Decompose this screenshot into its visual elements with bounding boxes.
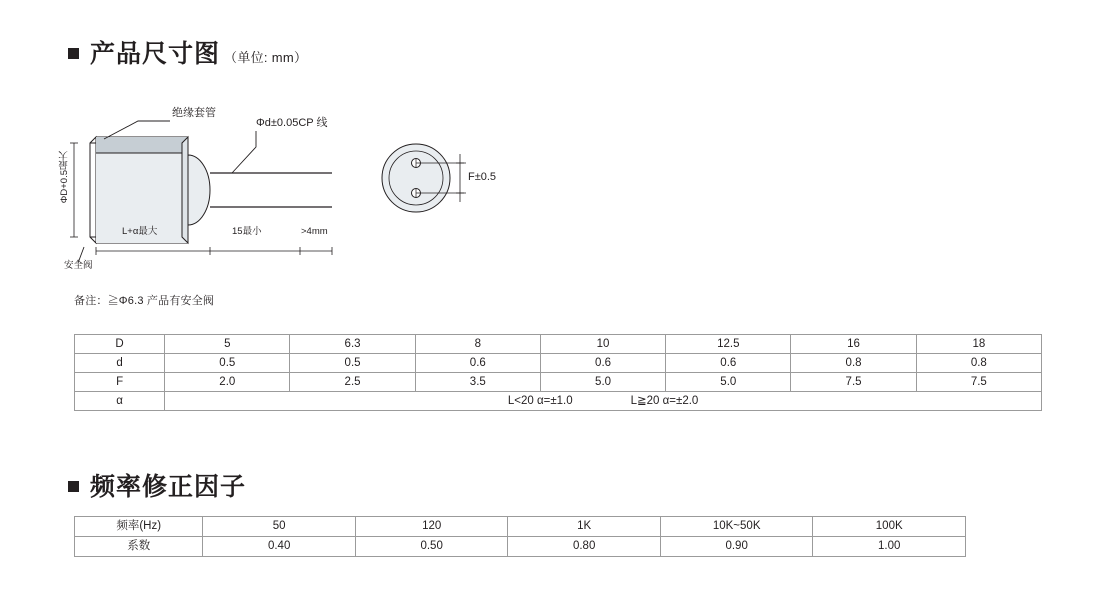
dimension-unit-label: （单位: mm） bbox=[224, 50, 308, 65]
table-row bbox=[75, 392, 1042, 411]
square-bullet-icon bbox=[68, 481, 79, 492]
cell: 0.80 bbox=[508, 537, 661, 557]
alpha-long: L≧20 α=±2.0 bbox=[630, 395, 699, 407]
row-head: d bbox=[75, 354, 165, 373]
cell: 16 bbox=[791, 335, 916, 354]
cell: 0.8 bbox=[916, 354, 1041, 373]
alpha-tolerance-cell bbox=[165, 392, 1042, 411]
cell: 1K bbox=[508, 517, 661, 537]
frequency-title: 频率修正因子 bbox=[90, 473, 247, 501]
cell: 12.5 bbox=[666, 335, 791, 354]
frequency-section-heading bbox=[68, 475, 246, 500]
row-head: D bbox=[75, 335, 165, 354]
cell: 10K~50K bbox=[660, 517, 813, 537]
dimension-note: 备注：≧Φ6.3 产品有安全阀 bbox=[74, 295, 215, 307]
cell: 7.5 bbox=[916, 373, 1041, 392]
table-row bbox=[75, 517, 966, 537]
cell: 50 bbox=[203, 517, 356, 537]
cell: 120 bbox=[355, 517, 508, 537]
cell: 0.5 bbox=[165, 354, 290, 373]
label-lead-length: 15最小 bbox=[232, 226, 262, 237]
table-row bbox=[75, 335, 1042, 354]
label-lead-wire: Φd±0.05CP 线 bbox=[256, 117, 328, 129]
label-pitch-F: F±0.5 bbox=[468, 171, 497, 183]
cell: 3.5 bbox=[415, 373, 540, 392]
label-body-length: L+α最大 bbox=[122, 226, 158, 237]
cell: 5 bbox=[165, 335, 290, 354]
cell: 6.3 bbox=[290, 335, 415, 354]
cell: 8 bbox=[415, 335, 540, 354]
cell: 0.8 bbox=[791, 354, 916, 373]
capacitor-top-view-drawing bbox=[370, 130, 530, 240]
top-view-svg bbox=[370, 130, 530, 240]
cell: 0.40 bbox=[203, 537, 356, 557]
square-bullet-icon bbox=[68, 48, 79, 59]
cell: 5.0 bbox=[540, 373, 665, 392]
dimension-table bbox=[74, 334, 1042, 411]
label-outer-diameter: ΦD+0.5最大 bbox=[59, 151, 70, 204]
cell: 0.50 bbox=[355, 537, 508, 557]
page-title: 产品尺寸图 bbox=[90, 40, 221, 68]
table-row bbox=[75, 373, 1042, 392]
cell: 0.5 bbox=[290, 354, 415, 373]
label-safety-valve: 安全阀 bbox=[64, 260, 93, 271]
cell: 100K bbox=[813, 517, 966, 537]
cell: 2.0 bbox=[165, 373, 290, 392]
table-row bbox=[75, 354, 1042, 373]
cell: 7.5 bbox=[791, 373, 916, 392]
cell: 0.6 bbox=[540, 354, 665, 373]
label-lead-tip: >4mm bbox=[301, 226, 328, 237]
cell: 10 bbox=[540, 335, 665, 354]
alpha-short: L<20 α=±1.0 bbox=[507, 395, 573, 407]
table-row bbox=[75, 537, 966, 557]
row-head: 频率(Hz) bbox=[75, 517, 203, 537]
frequency-correction-table bbox=[74, 516, 966, 557]
cell: 5.0 bbox=[666, 373, 791, 392]
cell: 0.6 bbox=[666, 354, 791, 373]
row-head: F bbox=[75, 373, 165, 392]
dimension-section-heading bbox=[68, 42, 307, 67]
cell: 1.00 bbox=[813, 537, 966, 557]
cell: 0.6 bbox=[415, 354, 540, 373]
row-head: 系数 bbox=[75, 537, 203, 557]
label-insulation-sleeve: 绝缘套管 bbox=[172, 107, 216, 119]
row-head: α bbox=[75, 392, 165, 411]
cell: 18 bbox=[916, 335, 1041, 354]
cell: 0.90 bbox=[660, 537, 813, 557]
cell: 2.5 bbox=[290, 373, 415, 392]
